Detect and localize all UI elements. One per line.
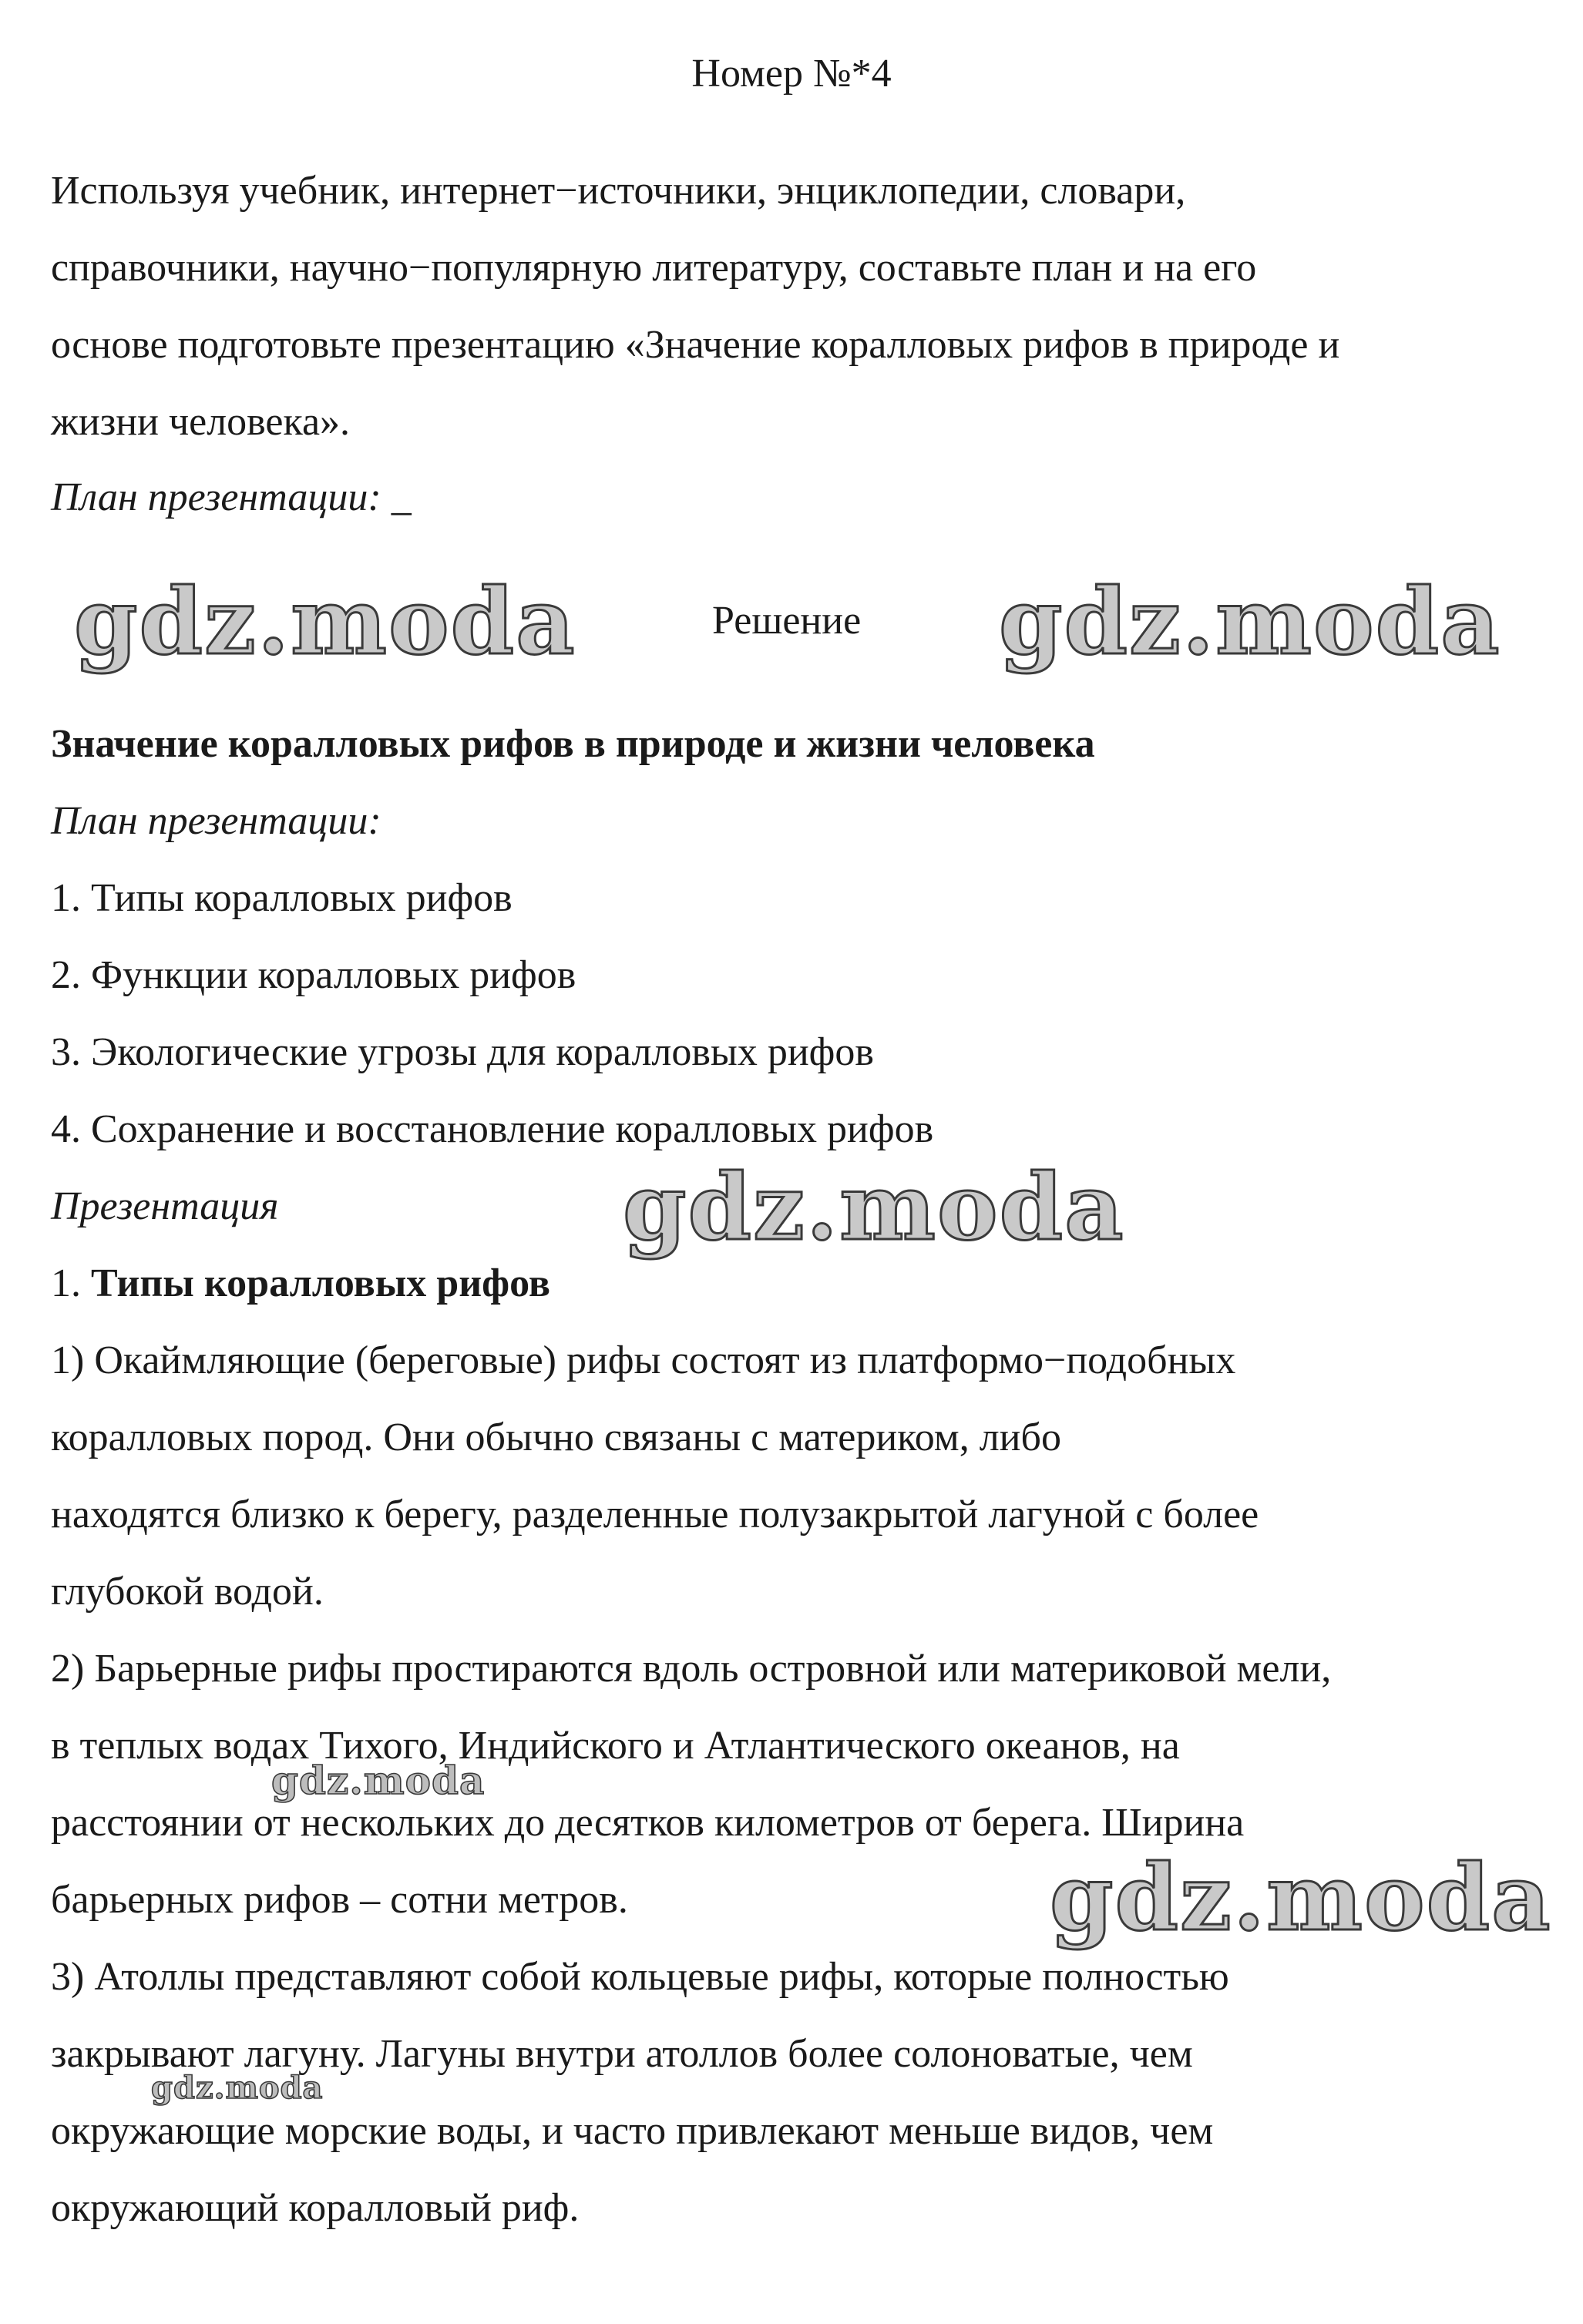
watermark-logo: gdz.moda [271, 1758, 486, 1803]
paragraph-line: 1) Окаймляющие (береговые) рифы состоят из платформо−подобных [51, 1338, 1236, 1382]
paragraph-line: 3) Атоллы представляют собой кольцевые рифы, которые полностью [51, 1955, 1229, 1999]
plan-prompt: План презентации: _ [51, 475, 412, 519]
section-title: Типы коралловых рифов [91, 1261, 550, 1305]
section-heading [51, 1261, 550, 1307]
plan-item: 2. Функции коралловых рифов [51, 953, 576, 997]
watermark-logo: gdz.moda [74, 568, 576, 675]
paragraph-line: расстоянии от нескольких до десятков километров от берега. Ширина [51, 1801, 1245, 1845]
paragraph-line: окружающие морские воды, и часто привлекают меньше видов, чем [51, 2109, 1214, 2153]
watermark-logo: gdz.moda [623, 1154, 1125, 1261]
task-line-2: справочники, научно−популярную литературу, составьте план и на его [51, 246, 1257, 290]
paragraph-line: коралловых пород. Они обычно связаны с материком, либо [51, 1416, 1061, 1459]
paragraph-line: 2) Барьерные рифы простираются вдоль островной или материковой мели, [51, 1647, 1332, 1691]
paragraph-line: глубокой водой. [51, 1570, 324, 1614]
task-line-1: Используя учебник, интернет−источники, энциклопедии, словари, [51, 169, 1186, 213]
watermark-logo: gdz.moda [1050, 1844, 1552, 1951]
watermark-logo: gdz.moda [151, 2070, 324, 2106]
paragraph-line: находятся близко к берегу, разделенные полузакрытой лагуной с более [51, 1493, 1259, 1536]
paragraph-line: закрывают лагуну. Лагуны внутри атоллов более солоноватые, чем [51, 2032, 1193, 2076]
section-number: 1. [51, 1261, 91, 1305]
paragraph-line: барьерных рифов – сотни метров. [51, 1878, 628, 1922]
page-title: Номер №*4 [691, 52, 892, 96]
presentation-heading: Презентация [51, 1184, 279, 1228]
plan-item: 3. Экологические угрозы для коралловых рифов [51, 1030, 874, 1074]
watermark-logo: gdz.moda [999, 568, 1501, 675]
plan-item: 4. Сохранение и восстановление коралловых рифов [51, 1107, 934, 1151]
solution-label: Решение [712, 599, 862, 643]
answer-title: Значение коралловых рифов в природе и жизни человека [51, 722, 1095, 766]
paragraph-line: окружающий коралловый риф. [51, 2186, 580, 2230]
paragraph-line: в теплых водах Тихого, Индийского и Атлантического океанов, на [51, 1724, 1180, 1768]
task-line-3: основе подготовьте презентацию «Значение коралловых рифов в природе и [51, 323, 1340, 367]
plan-item: 1. Типы коралловых рифов [51, 876, 513, 920]
task-line-4: жизни человека». [51, 400, 351, 444]
plan-heading: План презентации: [51, 799, 381, 843]
